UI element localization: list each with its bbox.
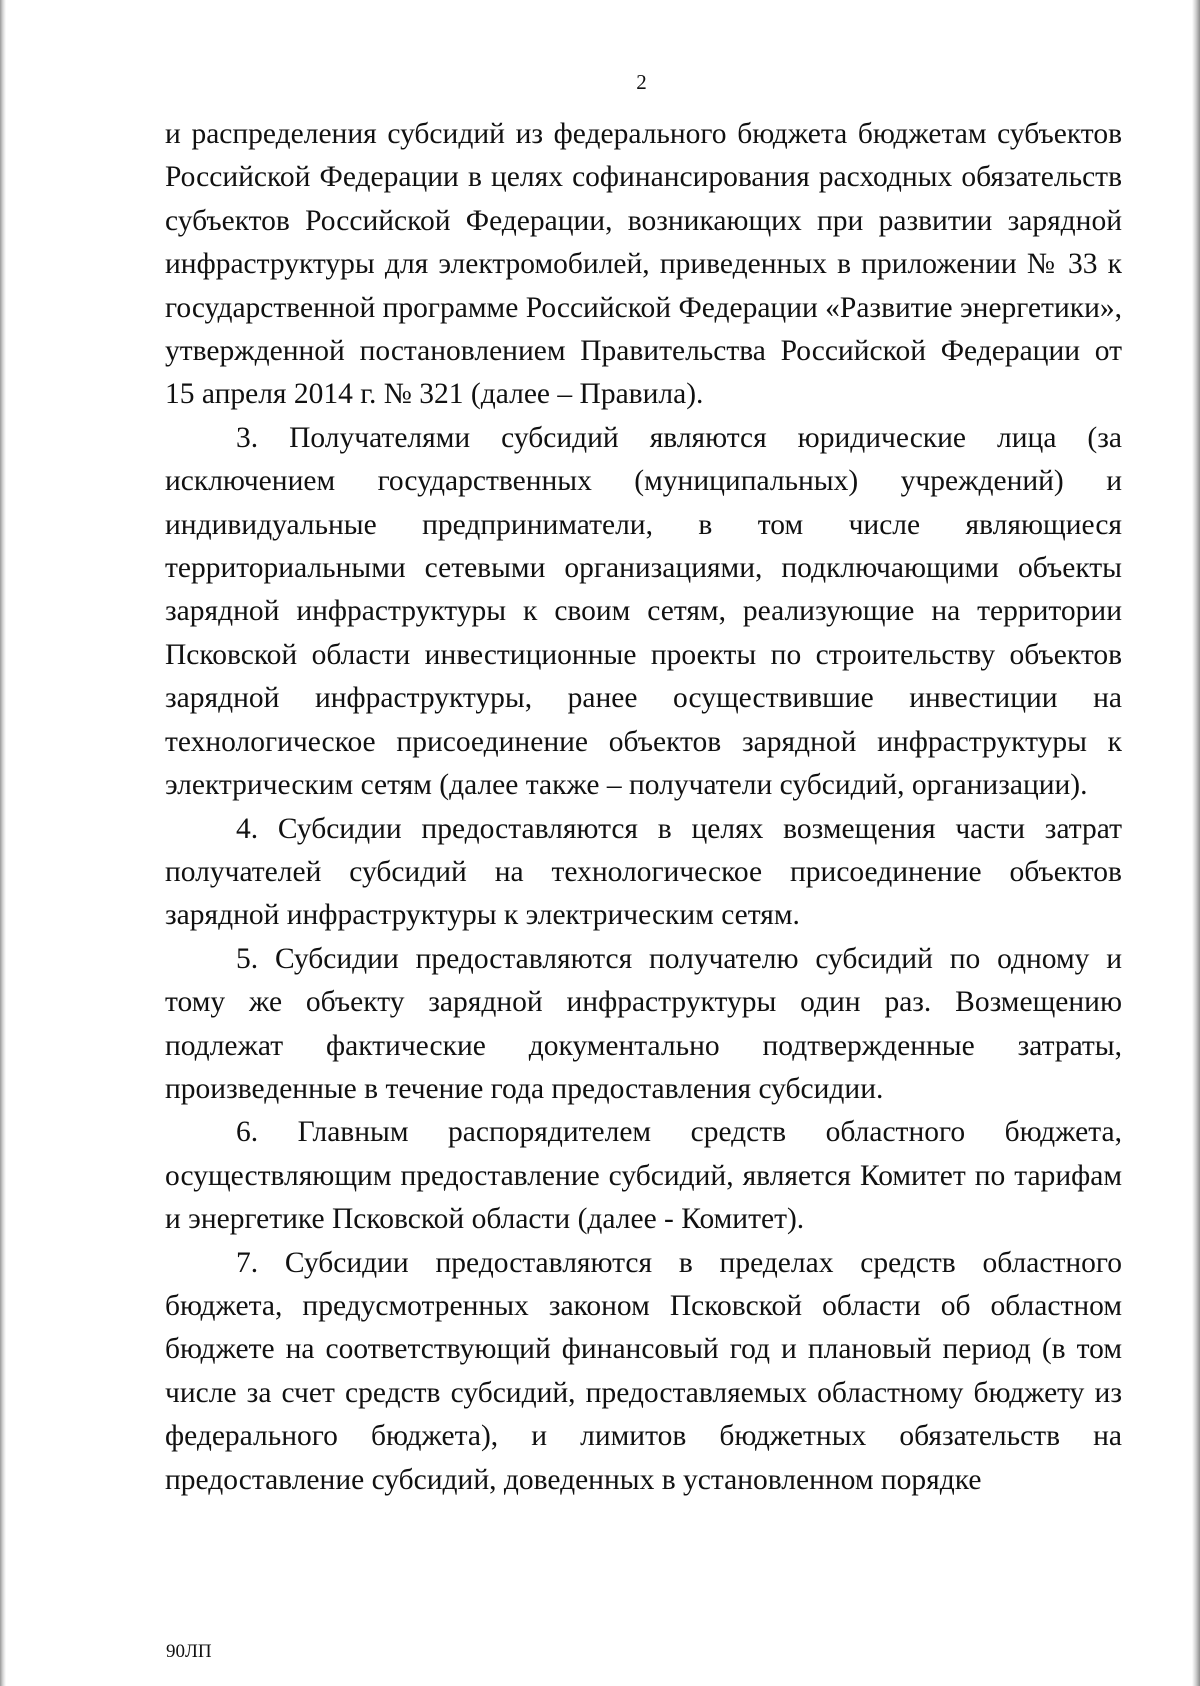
paragraph-item-4: 4. Субсидии предоставляются в целях возмещения части затрат получателей субсидий на технологическое присоединение объектов зарядной инфраструктуры к электрическим сетям. bbox=[165, 812, 1122, 932]
paragraph-item-3: 3. Получателями субсидий являются юридические лица (за исключением государственных (муниципальных) учреждений) и индивидуальные предприниматели, в том числе являющиеся территориальными сетевыми организациями, подключающими объекты зарядной инфраструктуры к своим сетям, реализующие на территории Псковской области инвестиционные проекты по строительству объектов зарядной инфраструктуры, ранее осуществившие инвестиции на технологическое присоединение объектов зарядной инфраструктуры к электрическим сетям (далее также – получатели субсидий, организации). bbox=[165, 421, 1122, 802]
scan-edge-left bbox=[0, 0, 6, 1686]
document-body bbox=[165, 113, 1122, 1502]
scan-edge-right bbox=[1192, 0, 1200, 1686]
paragraph-item-6: 6. Главным распорядителем средств областного бюджета, осуществляющим предоставление субсидий, является Комитет по тарифам и энергетике Псковской области (далее - Комитет). bbox=[165, 1116, 1122, 1236]
footer-document-code: 90ЛП bbox=[166, 1641, 212, 1662]
page-number: 2 bbox=[636, 70, 647, 94]
paragraph-continuation: и распределения субсидий из федерального бюджета бюджетам субъектов Российской Федерации в целях софинансирования расходных обязательств субъектов Российской Федерации, возникающих при развитии зарядной инфраструктуры для электромобилей, приведенных в приложении № 33 к государственной программе Российской Федерации «Развитие энергетики», утвержденной постановлением Правительства Российской Федерации от 15 апреля 2014 г. № 321 (далее – Правила). bbox=[165, 118, 1122, 411]
paragraph-item-5: 5. Субсидии предоставляются получателю субсидий по одному и тому же объекту зарядной инфраструктуры один раз. Возмещению подлежат фактические документально подтвержденные затраты, произведенные в течение года предоставления субсидии. bbox=[165, 942, 1122, 1105]
paragraph-item-7: 7. Субсидии предоставляются в пределах средств областного бюджета, предусмотренных законом Псковской области об областном бюджете на соответствующий финансовый год и плановый период (в том числе за счет средств субсидий, предоставляемых областному бюджету из федерального бюджета), и лимитов бюджетных обязательств на предоставление субсидий, доведенных в установленном порядке bbox=[165, 1246, 1122, 1496]
